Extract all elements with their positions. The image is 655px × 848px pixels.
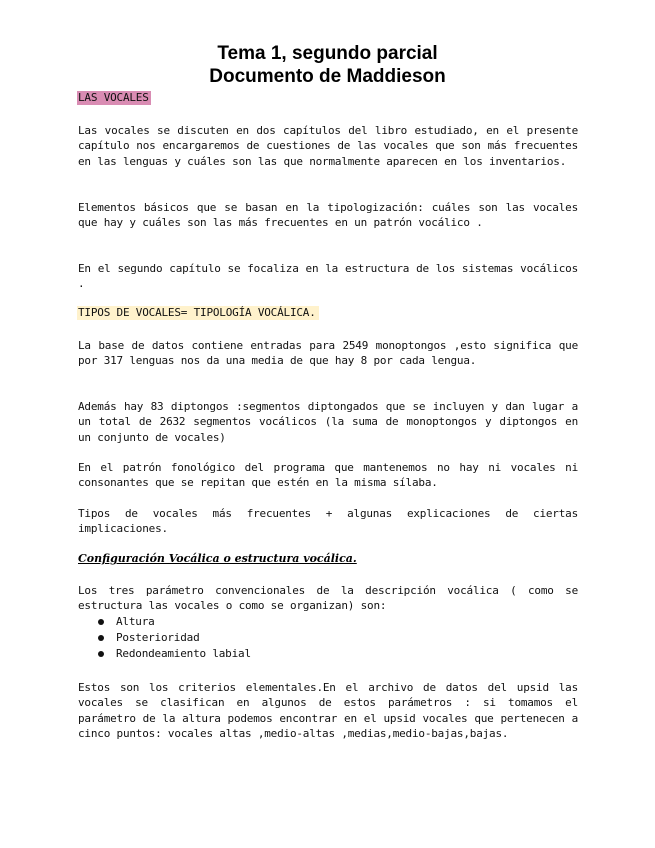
section-heading-configuracion: Configuración Vocálica o estructura vocálica.	[78, 552, 357, 565]
paragraph-4: La base de datos contiene entradas para 2549 monoptongos ,esto significa que por 317 lenguas nos da una media de que hay 8 por cada lengua.	[78, 339, 578, 368]
paragraph-2: Elementos básicos que se basan en la tipologización: cuáles son las vocales que hay y cuáles son las más frecuentes en un patrón vocálico .	[78, 201, 578, 230]
section-heading-tipos: TIPOS DE VOCALES= TIPOLOGÍA VOCÁLICA.	[77, 306, 319, 320]
list-item: Redondeamiento labial	[98, 646, 251, 662]
paragraph-1: Las vocales se discuten en dos capítulos del libro estudiado, en el presente capítulo nos encargaremos de cuestiones de las vocales que son más frecuentes en las lenguas y cuáles son las que normalmente aparecen en los inventarios.	[78, 124, 578, 168]
paragraph-7: Tipos de vocales más frecuentes + algunas explicaciones de ciertas implicaciones.	[78, 507, 578, 536]
paragraph-9: Estos son los criterios elementales.En el archivo de datos del upsid las vocales se clasifican en algunos de estos parámetros : si tomamos el parámetro de la altura podemos encontrar en el upsid vocales que pertenecen a cinco puntos: vocales altas ,medio-altas ,medias,medio-bajas,bajas.	[78, 681, 578, 741]
paragraph-5: Además hay 83 diptongos :segmentos diptongados que se incluyen y dan lugar a un total de 2632 segmentos vocálicos (la suma de monoptongos y diptongos en un conjunto de vocales)	[78, 400, 578, 444]
list-item: Altura	[98, 614, 251, 630]
paragraph-6: En el patrón fonológico del programa que mantenemos no hay ni vocales ni consonantes que se repitan que estén en la misma sílaba.	[78, 461, 578, 490]
paragraph-8: Los tres parámetro convencionales de la descripción vocálica ( como se estructura las vocales o como se organizan) son:	[78, 584, 578, 613]
document-title-line-1: Tema 1, segundo parcial	[217, 43, 438, 64]
section-heading-vocales: LAS VOCALES	[78, 91, 149, 104]
document-title-line-2: Documento de Maddieson	[209, 66, 446, 87]
list-item: Posterioridad	[98, 630, 251, 646]
parameter-list	[98, 614, 251, 662]
paragraph-3: En el segundo capítulo se focaliza en la estructura de los sistemas vocálicos .	[78, 262, 578, 291]
